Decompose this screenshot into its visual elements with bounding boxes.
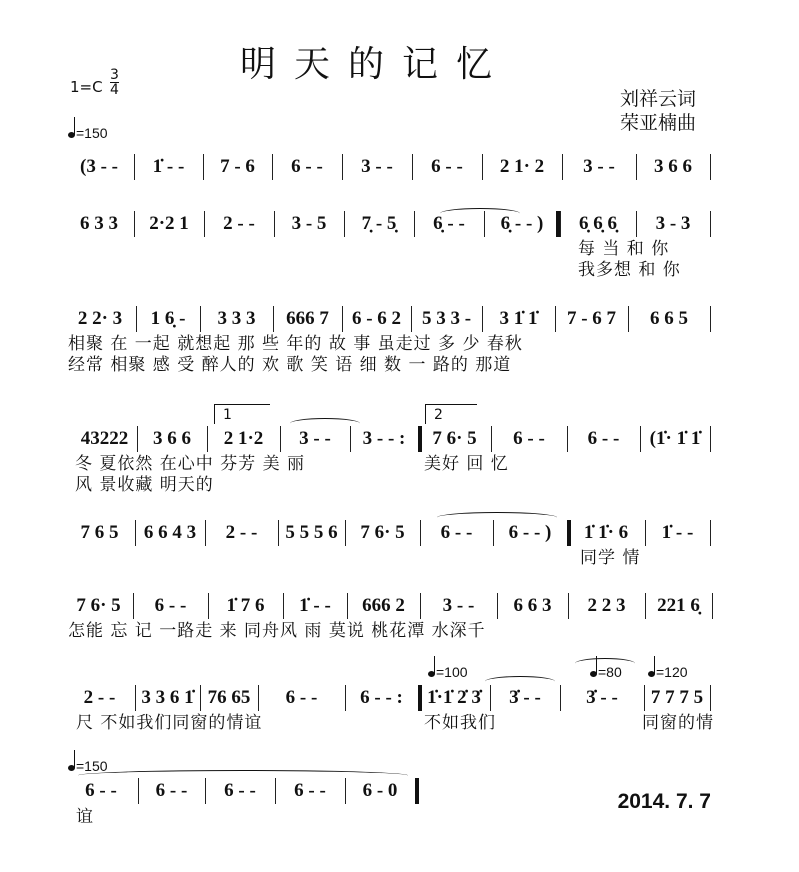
barline [491,426,492,452]
barline [490,685,491,711]
barline [345,520,346,546]
measure: 1̇ - - [299,595,331,616]
tempo-change [68,758,108,775]
tempo-value: =100 [436,664,468,680]
measure: 3 - 3 [655,213,691,234]
barline [138,778,139,804]
measure: 6 3 3 [80,213,118,234]
measure: 6 - 0 [362,780,398,801]
barline [258,685,259,711]
repeat-barline [567,520,571,546]
measure: 3 - - [583,156,615,177]
barline [567,426,568,452]
quarter-note-icon [590,671,597,677]
measure: 3 1̇ 1̇ [499,308,538,329]
measure: 6 - - [224,780,256,801]
repeat-barline [418,685,422,711]
measure: 1̇ - - [661,522,694,543]
lyric-line: 冬 夏依然 在心中 芬芳 美 丽 [75,454,306,474]
barline [636,211,637,237]
lyric-line: 相聚 在 一起 就想起 那 些 年的 故 事 虽走过 多 少 春秋 [68,334,523,354]
barline [568,593,569,619]
lyric-line: 经常 相聚 感 受 醉人的 欢 歌 笑 语 细 数 一 路的 那道 [68,355,512,375]
measure: 666 2 [362,595,405,616]
barline [134,154,135,180]
barline [411,306,412,332]
measure: 6̣ - - ) [500,213,544,234]
barline [560,685,561,711]
barline [636,154,637,180]
barline [710,211,711,237]
measure: 1̇ 7 6 [226,595,265,616]
measure: 6 - - [155,780,188,801]
quarter-note-icon [648,671,655,677]
volta-2: 2 [425,404,477,424]
measure: 6 - - [285,687,318,708]
measure: 666 7 [286,308,329,329]
barline [274,211,275,237]
measure: 3 6 6 [654,156,692,177]
measure: 3 - 5 [291,213,327,234]
barline [208,593,209,619]
lyric-line: 风 景收藏 明天的 [75,475,214,495]
measure: 7 6 5 [80,522,119,543]
measure: 6 - - [291,156,323,177]
lyric-line: 尺 不如我们同窗的情谊 [76,713,263,733]
measure: 2 - - [83,687,116,708]
barline [710,685,711,711]
tempo-value: =80 [598,664,622,680]
barline [482,154,483,180]
measure: 6 - 6 2 [351,308,402,329]
barline [482,306,483,332]
measure: 3̇ - - [586,687,618,708]
lyricist: 刘祥云词 [620,88,697,110]
barline [645,520,646,546]
lyric-line: 同窗的情 [642,713,714,733]
measure: 6̣ 6̣ 6̣ [579,213,617,234]
barline [712,593,713,619]
tempo-change [648,664,688,681]
measure: 7 - 6 7 [566,308,617,329]
measure: 76 65 [207,687,251,708]
measure: 7 - 6 [220,156,255,177]
barline [345,778,346,804]
tie-slur [78,770,408,781]
measure: 3̇ - - [509,687,541,708]
measure: 7 6· 5 [360,522,405,543]
barline [136,306,137,332]
measure: 2 1·2 [223,428,264,449]
measure: 6 - - [85,780,117,801]
barline [420,593,421,619]
barline [272,154,273,180]
measure: 3 - - : [362,428,406,449]
barline [414,211,415,237]
song-title: 明天的记忆 [240,44,511,85]
barline [347,593,348,619]
barline [345,685,346,711]
lyric-line: 同学 情 [580,548,641,568]
measure: 6 - - [154,595,187,616]
barline [644,685,645,711]
measure: 3 6 6 [153,428,191,449]
measure: 1̇ - - [152,156,185,177]
time-bottom: 4 [110,82,119,98]
barline [640,426,641,452]
measure: 3 3 6 1̇ [141,687,194,708]
tempo-value: =150 [76,758,108,774]
time-signature [110,68,119,97]
lyric-line: 不如我们 [424,713,496,733]
tie-slur [437,512,557,523]
measure: 6 6 4 3 [143,522,197,543]
barline [135,520,136,546]
barline [134,211,135,237]
repeat-barline [418,426,422,452]
barline [273,306,274,332]
measure: 3 - - [442,595,475,616]
barline [342,306,343,332]
barline [133,593,134,619]
barline [645,593,646,619]
barline [710,520,711,546]
barline [628,306,629,332]
measure: 6 - - [587,428,620,449]
barline [137,426,138,452]
measure: 6 - - [513,428,545,449]
measure: 6 - - ) [508,522,552,543]
barline [710,426,711,452]
measure: 1̇ 1̇· 6 [583,522,629,543]
barline [283,593,284,619]
barline [555,306,556,332]
barline [278,520,279,546]
barline [200,306,201,332]
tempo-change [428,664,468,681]
measure: 1̇·1̇ 2̇ 3̇ [427,687,481,708]
barline [412,154,413,180]
barline [562,154,563,180]
barline [203,154,204,180]
measure: 6 - - [431,156,463,177]
measure: (3 - - [80,156,118,177]
quarter-note-icon [68,765,75,771]
barline [497,593,498,619]
lyric-line: 谊 [76,807,94,827]
measure: 7 6· 5 [76,595,121,616]
barline [710,154,711,180]
tempo-value: =120 [656,664,688,680]
composer: 荣亚楠曲 [620,112,697,134]
barline [344,211,345,237]
lyric-line: 美好 回 忆 [424,454,509,474]
repeat-barline [556,211,560,237]
barline [342,154,343,180]
barline [560,211,561,237]
measure: 6 - - [294,780,326,801]
barline [710,306,711,332]
measure: 7 6· 5 [432,428,477,449]
barline [204,211,205,237]
tempo-change [590,664,622,681]
measure: 5 3 3 - [421,308,472,329]
measure: 5 5 5 6 [285,522,338,543]
measure: 2 1· 2 [499,156,545,177]
measure: 6 - - [440,522,473,543]
lyric-line: 我多想 和 你 [578,260,681,280]
barline [493,520,494,546]
measure: 7 7 7 5 [650,687,704,708]
key-signature: 1=C [70,78,103,96]
barline [280,426,281,452]
measure: 3 3 3 [217,308,256,329]
repeat-barline [415,778,419,804]
tempo-value: =150 [76,125,108,141]
measure: 221 6̣ [657,595,700,616]
measure: 6 6 3 [513,595,552,616]
tempo-marking [68,125,108,142]
lyric-line: 每 当 和 你 [578,239,670,259]
measure: 2 - - [225,522,258,543]
measure: 6̣ - - [433,213,465,234]
barline [135,685,136,711]
barline [207,426,208,452]
barline [205,778,206,804]
quarter-note-icon [68,132,75,138]
measure: 1 6̣ - [150,308,186,329]
barline [200,685,201,711]
time-top: 3 [110,67,119,83]
lyric-line: 怎能 忘 记 一路走 来 同舟风 雨 莫说 桃花潭 水深千 [68,621,486,641]
measure: 3 - - [299,428,331,449]
barline [275,778,276,804]
measure: 43222 [80,428,129,449]
tie-slur [485,676,555,687]
measure: 2 2 3 [587,595,626,616]
tie-slur [440,208,520,219]
measure: 2·2 1 [149,213,189,234]
measure: 6 6 5 [650,308,688,329]
tie-slur [290,418,360,429]
measure: (1̇· 1̇ 1̇ [649,428,701,449]
barline [205,520,206,546]
date: 2014. 7. 7 [617,790,711,813]
volta-1: 1 [214,404,270,424]
barline [420,520,421,546]
measure: 2 2· 3 [77,308,123,329]
measure: 7̣ - 5̣ [361,213,397,234]
quarter-note-icon [428,671,435,677]
measure: 3 - - [361,156,393,177]
measure: 6 - - : [360,687,403,708]
barline [350,426,351,452]
measure: 2 - - [223,213,255,234]
